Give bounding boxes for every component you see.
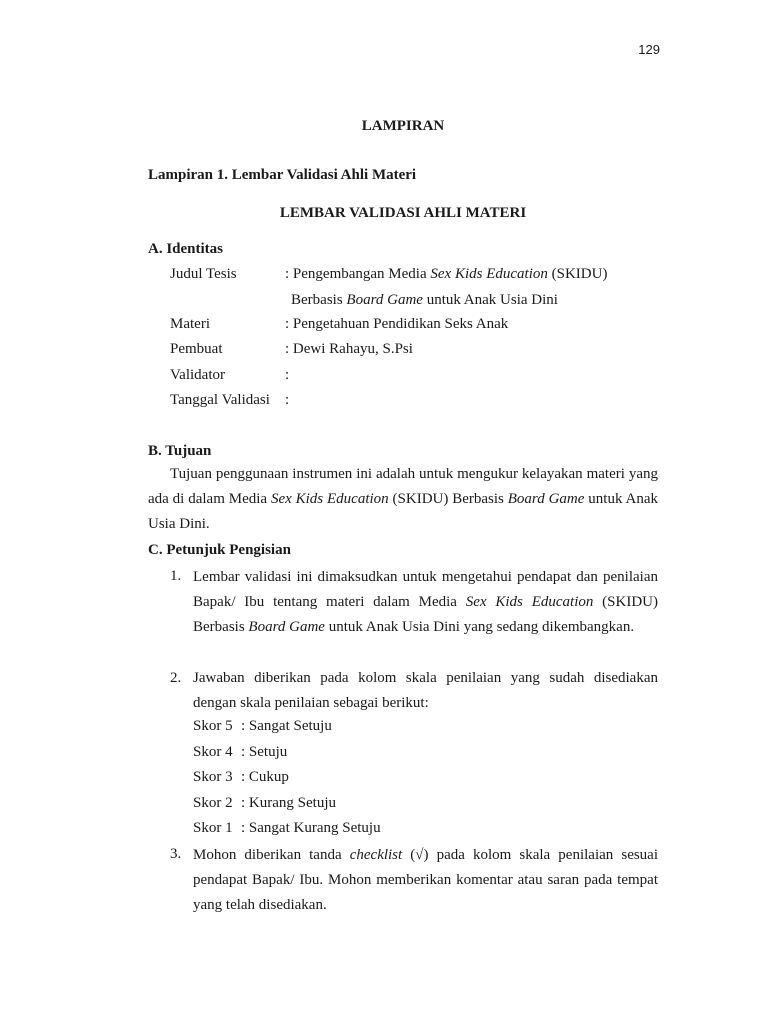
identity-value: : Dewi Rahayu, S.Psi	[285, 341, 413, 357]
section-b-paragraph: Tujuan penggunaan instrumen ini adalah untuk mengukur kelayakan materi yang ada di dalam Media Sex Kids Education (SKIDU) Berbasis Board Game untuk Anak Usia Dini.	[148, 466, 658, 532]
identity-label: Materi	[170, 316, 210, 332]
lampiran-title: Lampiran 1. Lembar Validasi Ahli Materi	[148, 167, 417, 183]
list-number: 3.	[170, 846, 182, 862]
identity-label: Validator	[170, 367, 225, 383]
section-b-title: B. Tujuan	[148, 443, 212, 459]
score-row: Skor 5 : Sangat Setuju	[193, 718, 332, 734]
identity-value: :	[285, 367, 290, 383]
identity-label: Judul Tesis	[170, 266, 237, 282]
page-number: 129	[638, 42, 660, 57]
page-heading: LAMPIRAN	[361, 118, 445, 134]
list-item-text: Jawaban diberikan pada kolom skala penilaian yang sudah disediakan dengan skala penilaian sebagai berikut:	[193, 670, 658, 711]
identity-label: Tanggal Validasi	[170, 392, 270, 408]
identity-value: : Pengembangan Media Sex Kids Education (SKIDU)	[285, 266, 608, 282]
identity-label: Pembuat	[170, 341, 223, 357]
section-c-title: C. Petunjuk Pengisian	[148, 542, 291, 558]
identity-value: : Pengetahuan Pendidikan Seks Anak	[285, 316, 509, 332]
section-a-title: A. Identitas	[148, 241, 224, 257]
identity-value-continued: Berbasis Board Game untuk Anak Usia Dini	[291, 292, 558, 308]
score-row: Skor 4 : Setuju	[193, 744, 288, 760]
score-row: Skor 3 : Cukup	[193, 769, 289, 785]
identity-value: :	[285, 392, 290, 408]
list-number: 1.	[170, 568, 182, 584]
score-row: Skor 1 : Sangat Kurang Setuju	[193, 820, 381, 836]
list-number: 2.	[170, 670, 182, 686]
list-item-text: Lembar validasi ini dimaksudkan untuk mengetahui pendapat dan penilaian Bapak/ Ibu tentang materi dalam Media Sex Kids Education (SKIDU) Berbasis Board Game untuk Anak Usia Dini yang sedang dikembangkan.	[193, 569, 659, 635]
list-item-text: Mohon diberikan tanda checklist (√) pada kolom skala penilaian sesuai pendapat Bapak/ Ibu. Mohon memberikan komentar atau saran pada tempat yang telah disediakan.	[193, 847, 659, 913]
form-title: LEMBAR VALIDASI AHLI MATERI	[279, 205, 527, 221]
score-row: Skor 2 : Kurang Setuju	[193, 795, 336, 811]
